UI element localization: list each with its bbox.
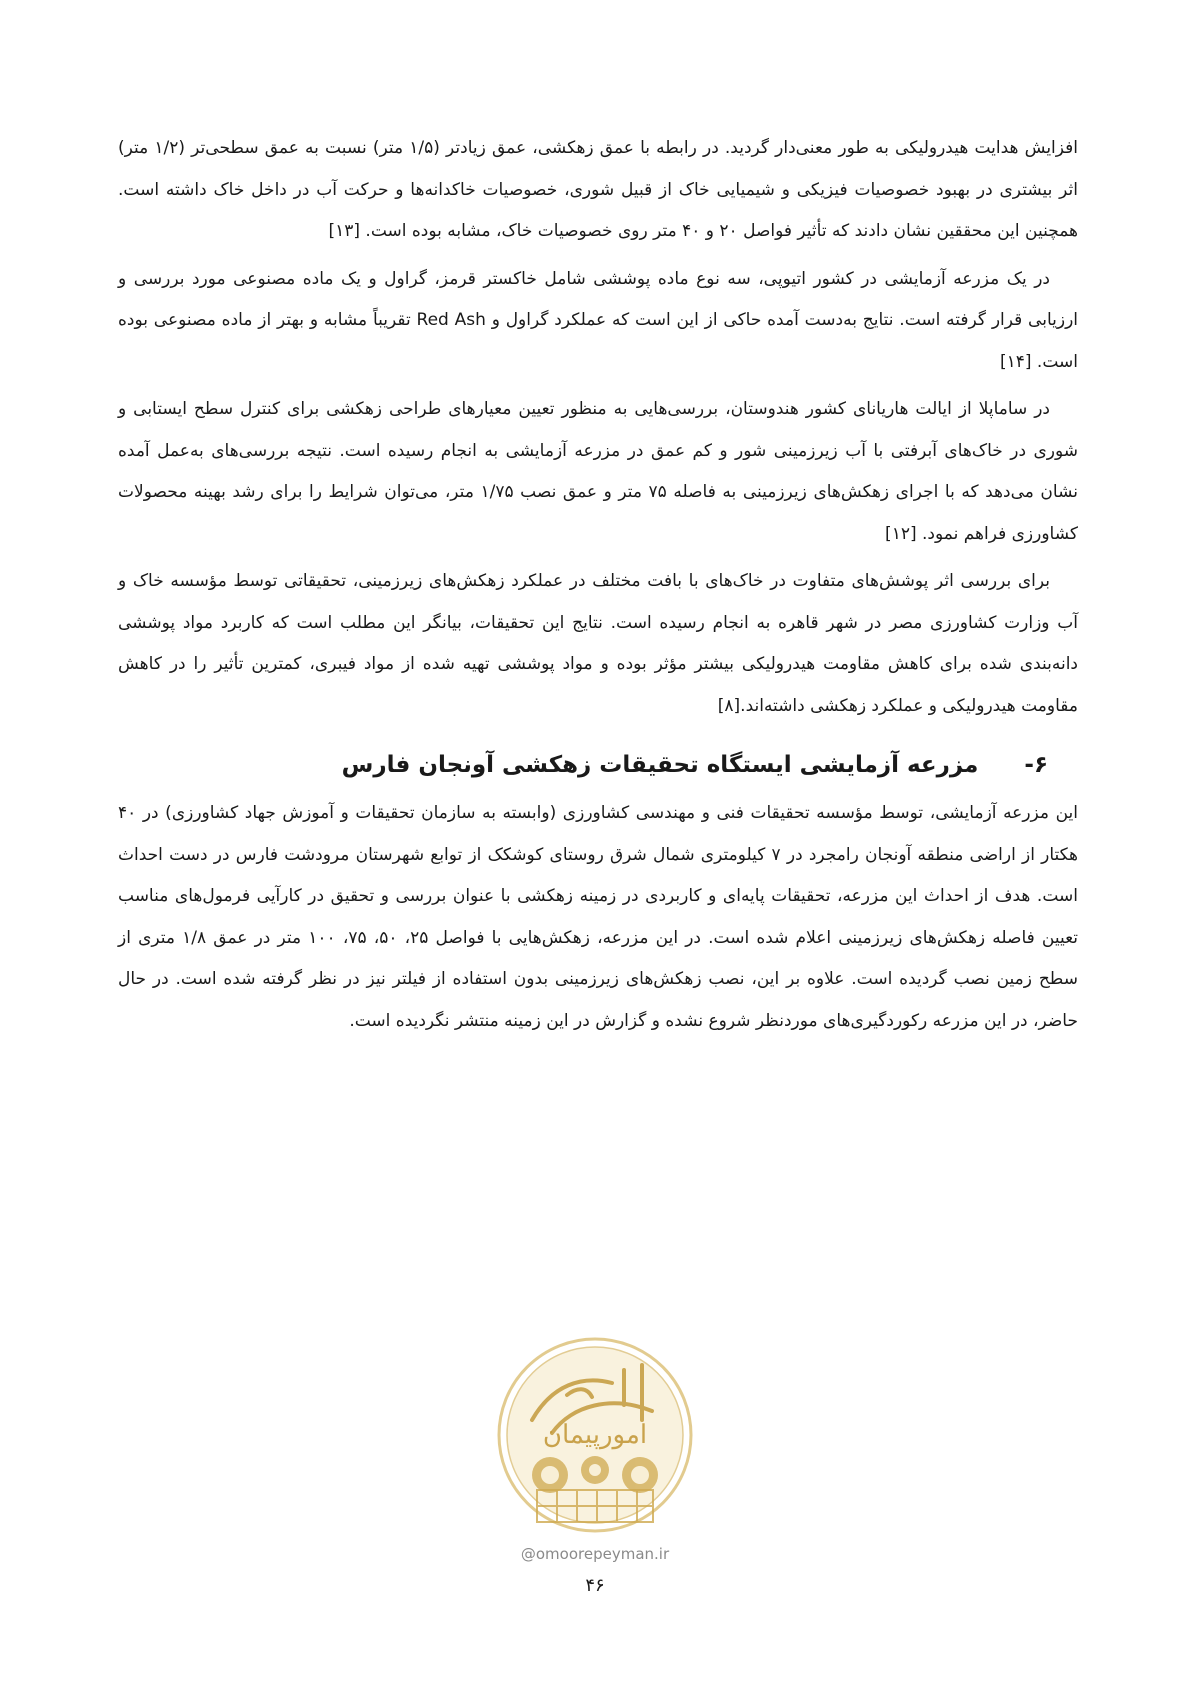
paragraph-egypt: برای بررسی اثر پوشش‌های متفاوت در خاک‌های با بافت مختلف در عملکرد زهکش‌های زیرزمینی، تحقیقاتی توسط مؤسسه خاک و آب وزارت کشاورزی مصر در شهر قاهره به انجام رسیده است. نتایج این تحقیقات، بیانگر این مطلب است که کاربرد مواد پوششی دانه‌بندی شده برای کاهش مقاومت هیدرولیکی بیشتر مؤثر بوده و مواد پوششی تهیه شده از مواد فیبری، کمترین تأثیر را در کاهش مقاومت هیدرولیکی و عملکرد زهکشی داشته‌اند.[۸]	[118, 571, 1078, 716]
page-number: ۴۶	[585, 1575, 605, 1596]
section-number: ۶-	[1024, 752, 1048, 778]
section-title: مزرعه آزمایشی ایستگاه تحقیقات زهکشی آونجان فارس	[341, 752, 979, 778]
section-heading	[118, 745, 1078, 785]
document-body	[118, 128, 1078, 1048]
paragraph-avanjan-farm: این مزرعه آزمایشی، توسط مؤسسه تحقیقات فنی و مهندسی کشاورزی (وابسته به سازمان تحقیقات و آموزش جهاد کشاورزی) در ۴۰ هکتار از اراضی منطقه آونجان رامجرد در ۷ کیلومتری شمال شرق روستای کوشکک از توابع شهرستان مرودشت فارس در دست احداث است. هدف از احداث این مزرعه، تحقیقات پایه‌ای و کاربردی در زمینه زهکشی با عنوان بررسی و تحقیق در کارآیی فرمول‌های مناسب تعیین فاصله زهکش‌های زیرزمینی اعلام شده است. در این مزرعه، زهکش‌هایی با فواصل ۲۵، ۵۰، ۷۵، ۱۰۰ متر در عمق ۱/۸ متری از سطح زمین نصب گردیده است. علاوه بر این، نصب زهکش‌های زیرزمینی بدون استفاده از فیلتر نیز در نظر گرفته شده است. در حال حاضر، در این مزرعه رکوردگیری‌های موردنظر شروع نشده و گزارش در این زمینه منتشر نگردیده است.	[118, 803, 1079, 1031]
logo-text: امورپیمان	[542, 1420, 648, 1450]
omoorepeyman-seal-logo	[492, 1325, 698, 1540]
paragraph-india: در ساماپلا از ایالت هاریانای کشور هندوستان، بررسی‌هایی به منظور تعیین معیارهای طراحی زهکشی برای کنترل سطح ایستابی و شوری در خاک‌های آبرفتی با آب زیرزمینی شور و کم عمق در مزرعه آزمایشی به انجام رسیده است. نتیجه بررسی‌های به‌عمل آمده نشان می‌دهد که با اجرای زهکش‌های زیرزمینی به فاصله ۷۵ متر و عمق نصب ۱/۷۵ متر، می‌توان شرایط را برای رشد بهینه محصولات کشاورزی فراهم نمود. [۱۲]	[118, 399, 1078, 544]
paragraph-ethiopia: در یک مزرعه آزمایشی در کشور اتیوپی، سه نوع ماده پوششی شامل خاکستر قرمز، گراول و یک ماده مصنوعی مورد بررسی و ارزیابی قرار گرفته است. نتایج به‌دست آمده حاکی از این است که عملکرد گراول و Red Ash تقریباً مشابه و بهتر از ماده مصنوعی بوده است. [۱۴]	[118, 268, 1079, 372]
at-icon: @	[520, 1545, 536, 1563]
paragraph-hydraulic-conductivity: افزایش هدایت هیدرولیکی به طور معنی‌دار گردید. در رابطه با عمق زهکشی، عمق زیادتر (۱/۵ متر) نسبت به عمق سطحی‌تر (۱/۲ متر) اثر بیشتری در بهبود خصوصیات فیزیکی و شیمیایی خاک از قبیل شوری، خصوصیات خاکدانه‌ها و حرکت آب در داخل خاک داشته است. همچنین این محققین نشان دادند که تأثیر فواصل ۲۰ و ۴۰ متر روی خصوصیات خاک، مشابه بوده است. [۱۳]	[118, 138, 1078, 241]
logo-graphic	[492, 1325, 698, 1540]
website-url: omoorepeyman.ir	[535, 1545, 670, 1563]
website-watermark	[0, 1545, 1190, 1563]
